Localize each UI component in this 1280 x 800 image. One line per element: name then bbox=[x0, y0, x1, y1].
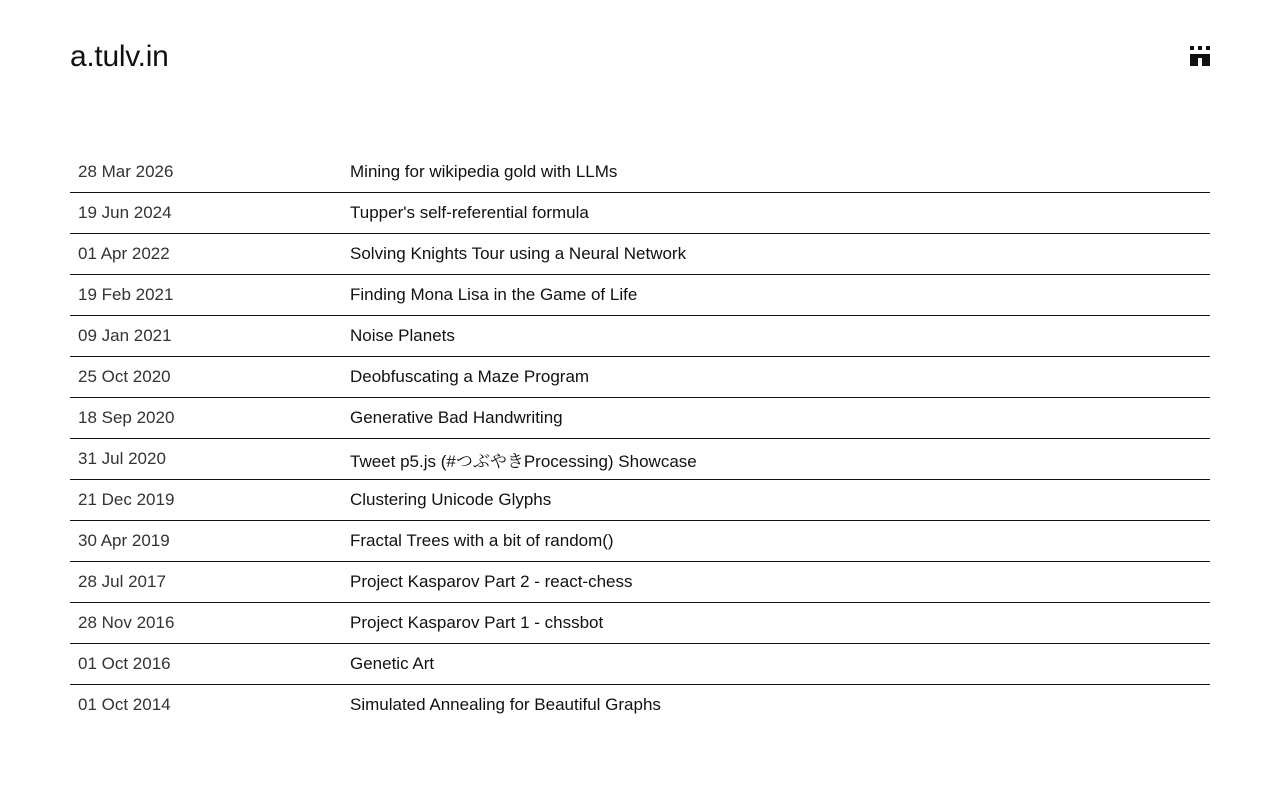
post-date: 21 Dec 2019 bbox=[78, 490, 175, 509]
post-row[interactable] bbox=[70, 398, 1210, 439]
post-title-link[interactable]: Tupper's self-referential formula bbox=[350, 203, 589, 222]
post-date: 28 Jul 2017 bbox=[78, 572, 166, 591]
post-title-link[interactable]: Noise Planets bbox=[350, 326, 455, 345]
post-date: 31 Jul 2020 bbox=[78, 449, 166, 468]
site-title-link[interactable]: a.tulv.in bbox=[70, 40, 169, 73]
post-date: 30 Apr 2019 bbox=[78, 531, 170, 550]
post-date: 18 Sep 2020 bbox=[78, 408, 175, 427]
post-row[interactable] bbox=[70, 521, 1210, 562]
post-date: 19 Jun 2024 bbox=[78, 203, 172, 222]
post-row[interactable] bbox=[70, 644, 1210, 685]
post-row[interactable] bbox=[70, 234, 1210, 275]
post-date: 01 Oct 2014 bbox=[78, 695, 171, 714]
site-header bbox=[70, 36, 1210, 80]
post-row[interactable] bbox=[70, 480, 1210, 521]
post-title-link[interactable]: Project Kasparov Part 1 - chssbot bbox=[350, 613, 604, 632]
post-title-link[interactable]: Deobfuscating a Maze Program bbox=[350, 367, 590, 386]
post-title-link[interactable]: Genetic Art bbox=[350, 654, 435, 673]
post-date: 01 Apr 2022 bbox=[78, 244, 170, 263]
post-date: 19 Feb 2021 bbox=[78, 285, 174, 304]
post-list bbox=[70, 152, 1210, 725]
post-title-link[interactable]: Solving Knights Tour using a Neural Network bbox=[350, 244, 687, 263]
post-row[interactable] bbox=[70, 562, 1210, 603]
post-row[interactable] bbox=[70, 316, 1210, 357]
post-row[interactable] bbox=[70, 685, 1210, 725]
post-date: 25 Oct 2020 bbox=[78, 367, 171, 386]
post-title-link[interactable]: Project Kasparov Part 2 - react-chess bbox=[350, 572, 633, 591]
post-row[interactable] bbox=[70, 152, 1210, 193]
post-row[interactable] bbox=[70, 439, 1210, 480]
post-row[interactable] bbox=[70, 603, 1210, 644]
post-title-link[interactable]: Tweet p5.js (#つぶやきProcessing) Showcase bbox=[350, 451, 697, 471]
post-row[interactable] bbox=[70, 275, 1210, 316]
post-row[interactable] bbox=[70, 193, 1210, 234]
post-title-link[interactable]: Mining for wikipedia gold with LLMs bbox=[350, 162, 618, 181]
post-date: 28 Nov 2016 bbox=[78, 613, 175, 632]
post-title-link[interactable]: Finding Mona Lisa in the Game of Life bbox=[350, 285, 638, 304]
post-title-link[interactable]: Generative Bad Handwriting bbox=[350, 408, 563, 427]
post-date: 09 Jan 2021 bbox=[78, 326, 172, 345]
post-title-link[interactable]: Clustering Unicode Glyphs bbox=[350, 490, 552, 509]
pixel-invader-icon[interactable] bbox=[1190, 46, 1210, 66]
post-title-link[interactable]: Fractal Trees with a bit of random() bbox=[350, 531, 614, 550]
post-title-link[interactable]: Simulated Annealing for Beautiful Graphs bbox=[350, 695, 661, 714]
post-row[interactable] bbox=[70, 357, 1210, 398]
post-date: 28 Mar 2026 bbox=[78, 162, 174, 181]
post-date: 01 Oct 2016 bbox=[78, 654, 171, 673]
